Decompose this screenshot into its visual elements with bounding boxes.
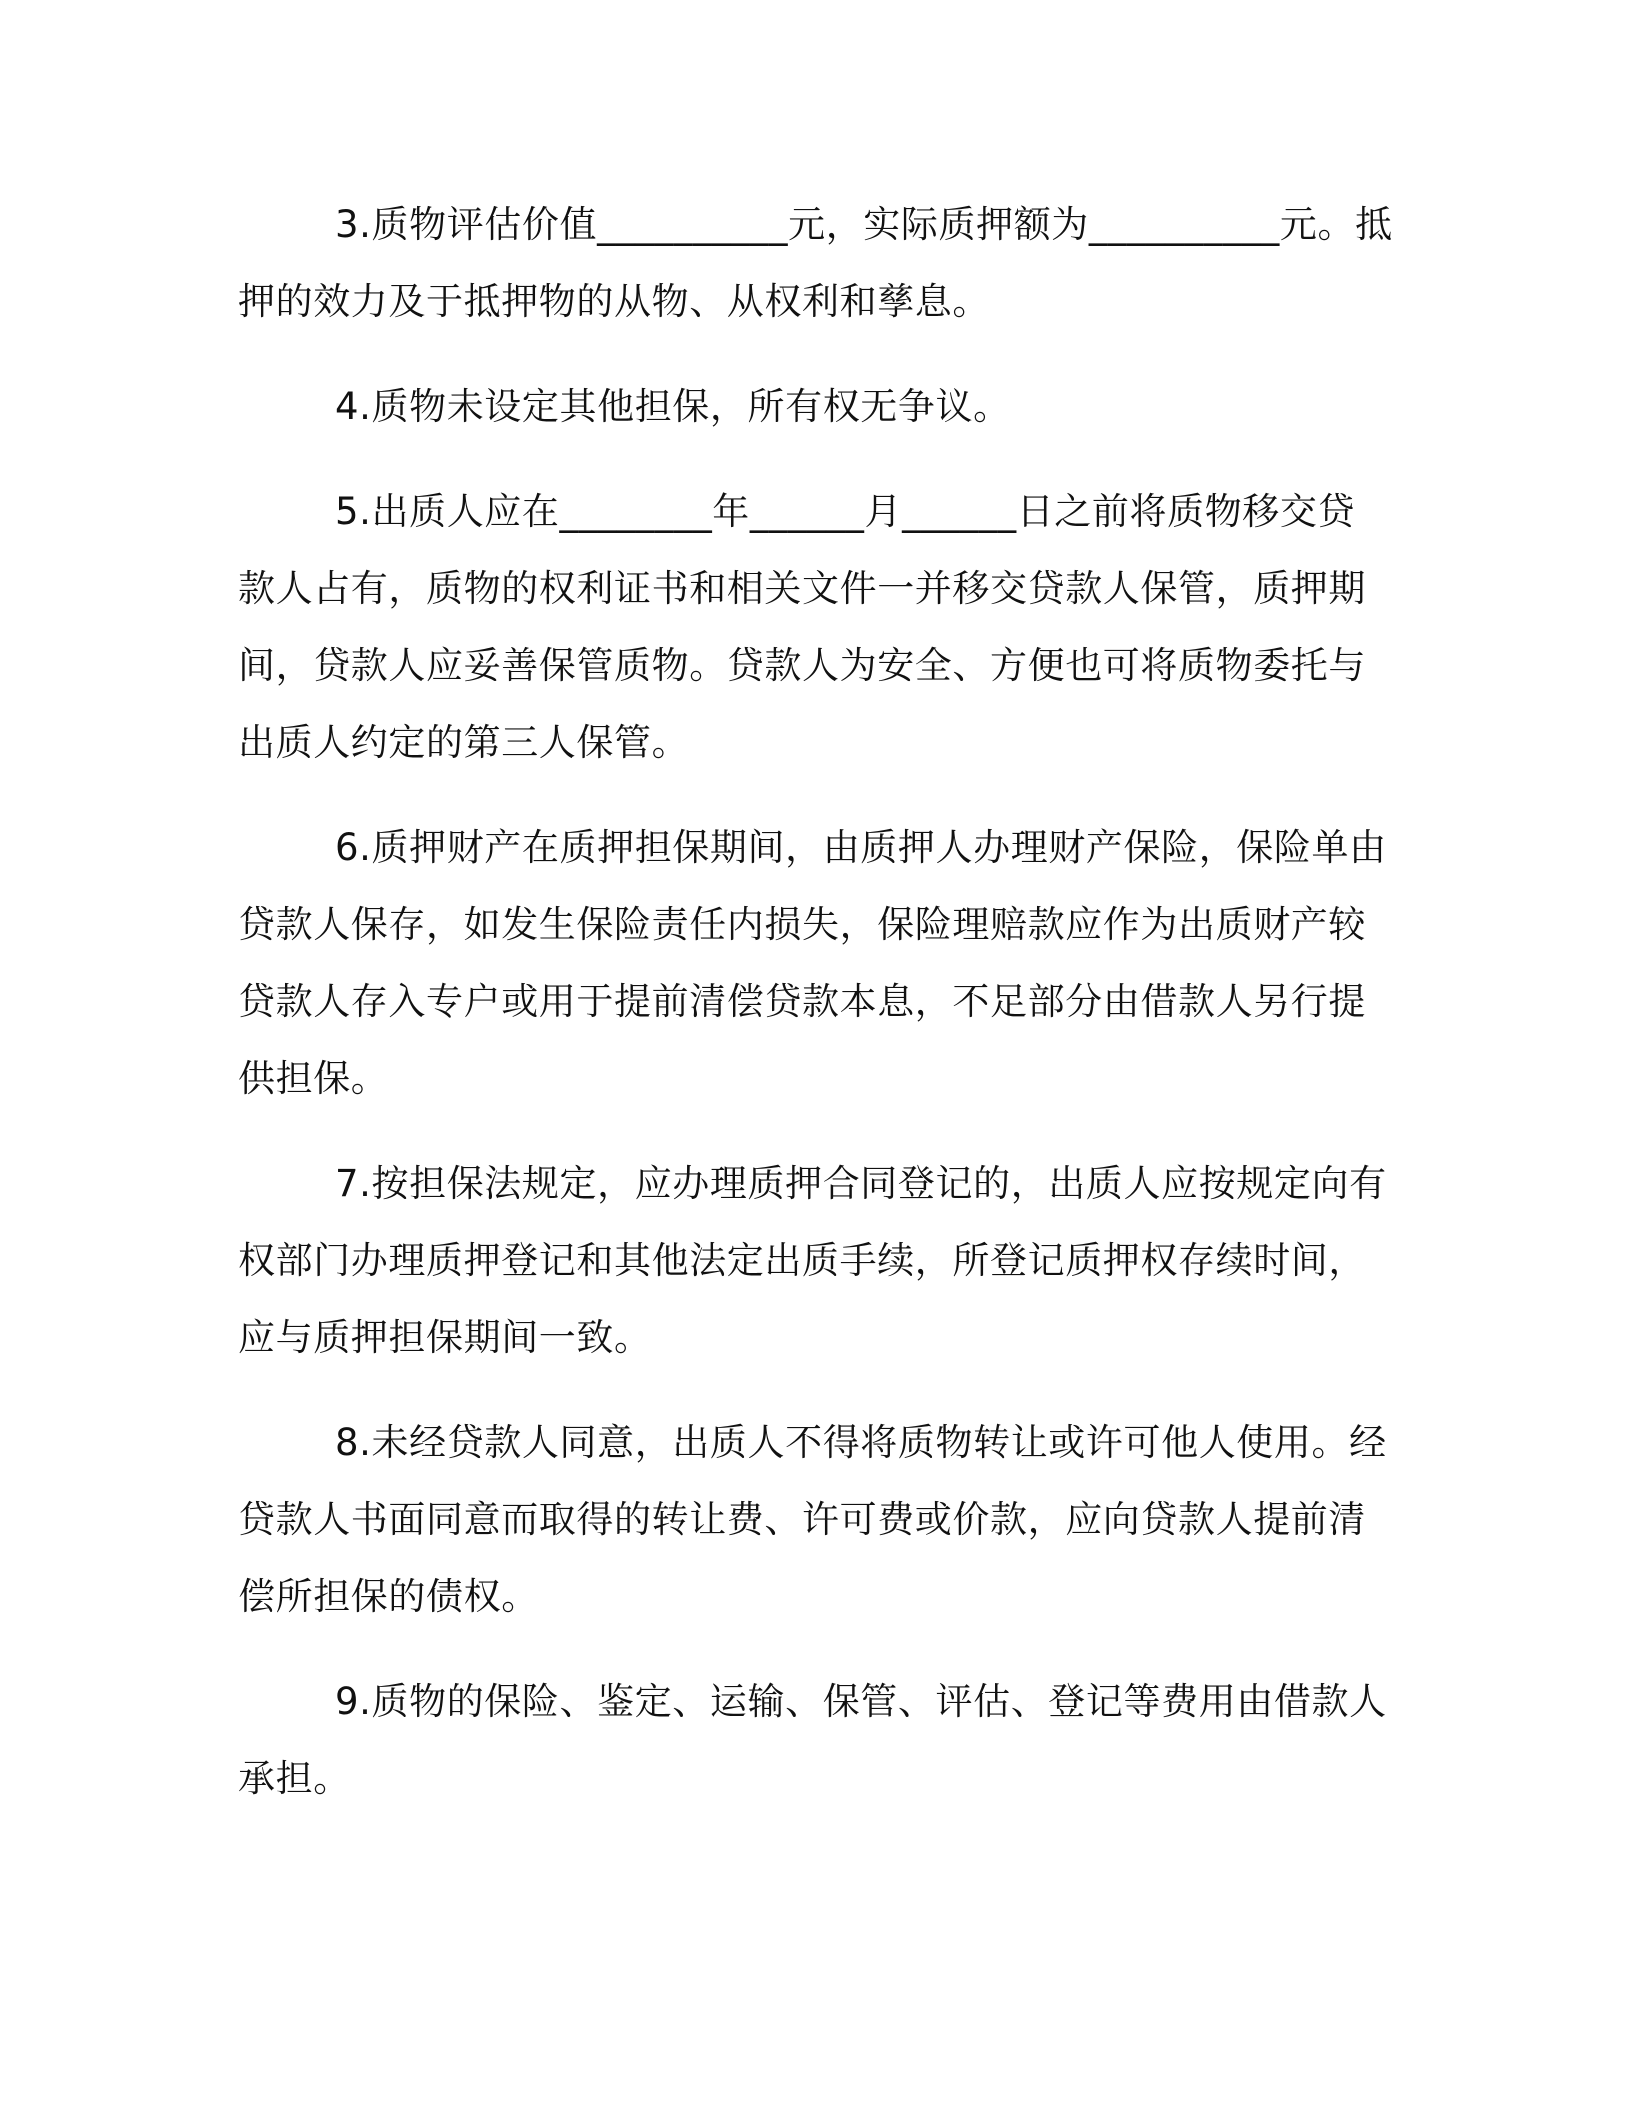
clause-3-line-2: 押的效力及于抵押物的从物、从权利和孳息。 [238, 280, 990, 323]
clause-7 [238, 1145, 1387, 1376]
clause-8 [238, 1404, 1387, 1635]
clause-6-line-3: 贷款人存入专户或用于提前清偿贷款本息，不足部分由借款人另行提 [238, 980, 1366, 1023]
clause-6-line-2: 贷款人保存，如发生保险责任内损失，保险理赔款应作为出质财产较 [238, 903, 1366, 946]
clause-4 [238, 368, 1378, 445]
clause-7-line-3: 应与质押担保期间一致。 [238, 1316, 652, 1359]
clause-5-line-1: 5.出质人应在________年______月______日之前将质物移交贷 [335, 490, 1356, 533]
clause-5-line-3: 间，贷款人应妥善保管质物。贷款人为安全、方便也可将质物委托与 [238, 644, 1366, 687]
clause-7-line-2: 权部门办理质押登记和其他法定出质手续，所登记质押权存续时间， [238, 1239, 1366, 1282]
clause-5-line-2: 款人占有，质物的权利证书和相关文件一并移交贷款人保管，质押期 [238, 567, 1366, 610]
clause-6-line-4: 供担保。 [238, 1057, 389, 1100]
clause-6-line-1: 6.质押财产在质押担保期间，由质押人办理财产保险，保险单由 [335, 826, 1387, 869]
clause-8-line-1: 8.未经贷款人同意，出质人不得将质物转让或许可他人使用。经 [335, 1421, 1387, 1464]
clause-3 [238, 186, 1393, 340]
clause-7-line-1: 7.按担保法规定，应办理质押合同登记的，出质人应按规定向有 [335, 1162, 1387, 1205]
clause-8-line-3: 偿所担保的债权。 [238, 1575, 539, 1618]
clause-5-line-4: 出质人约定的第三人保管。 [238, 721, 690, 764]
clause-9-line-2: 承担。 [238, 1757, 351, 1800]
clause-9-line-1: 9.质物的保险、鉴定、运输、保管、评估、登记等费用由借款人 [335, 1680, 1387, 1723]
document-body [238, 186, 1393, 1845]
clause-9 [238, 1663, 1387, 1817]
clause-8-line-2: 贷款人书面同意而取得的转让费、许可费或价款，应向贷款人提前清 [238, 1498, 1366, 1541]
clause-3-line-1: 3.质物评估价值__________元，实际质押额为__________元。抵 [335, 203, 1393, 246]
clause-5 [238, 473, 1378, 781]
clause-4-line-1: 4.质物未设定其他担保，所有权无争议。 [335, 385, 1011, 428]
clause-6 [238, 809, 1387, 1117]
